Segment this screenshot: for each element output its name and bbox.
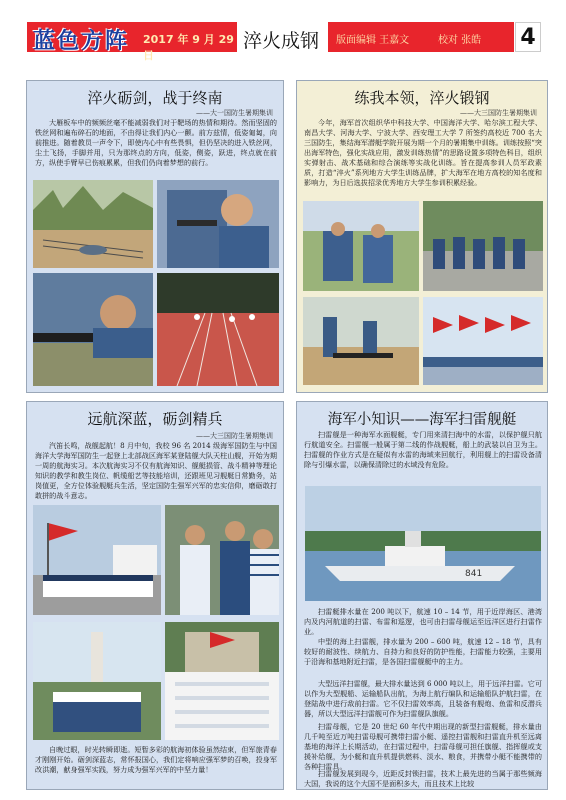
photo-white-uniform-formation	[165, 622, 279, 740]
article-byline: ——大三国防生暑期集训	[196, 432, 273, 440]
photo-sailors-knots	[165, 505, 279, 615]
article-panel-4	[296, 401, 548, 790]
article-title: 远航深蓝，砺剑精兵	[87, 410, 223, 428]
article-byline: ——大三国防生暑期集训	[460, 109, 537, 117]
article-title: 海军小知识——海军扫雷舰艇	[327, 412, 517, 428]
section-title: 淬火成钢	[243, 30, 320, 52]
photo-running-track	[157, 273, 279, 386]
masthead-left	[27, 22, 237, 62]
photo-trainees-grass	[303, 201, 419, 291]
article-title: 练我本领，淬火锻钢	[354, 89, 490, 107]
photo-ship-deck-formation	[33, 505, 161, 615]
article-panel-3	[26, 401, 284, 790]
proofreader: 校对 张皓	[438, 35, 482, 46]
article-paragraph: 扫雷舰发展到现今，近距反封锁扫雷，技术上最先进的当属于那些频海大国，我说的这个大国不是面积多大，而且技术上比较	[304, 769, 542, 788]
article-body: 今年，海军首次组织华中科技大学、中国海洋大学、哈尔滨工程大学、南昌大学、河海大学、宁波大学、西安理工大学 7 所签约高校近 700 名大三国防生，集结海军潜艇学院开展为期一个月的暑期集中训练。训练按照“突出海军特色，强化实战应用，激发训练热情”的思路设置多项特色科目，组织实弹射击、战术基础和综合演练等实战化训练。旨在提高参训人员军政素质，打造“淬火”系列地方大学生训练品牌，扩大海军在地方高校的知名度和影响力，为日后选拔招录优秀地方大学生参训积累经验。	[304, 118, 542, 187]
article-panel-1	[26, 80, 284, 393]
article-paragraph: 大型远洋扫雷舰，最大排水量达到 6 000 吨以上，用于远洋扫雷。它可以作为大型舰船、运输船队出航，为海上航行编队和运输船队护航扫雷，在登陆战中进行敌前扫雷。它不仅扫雷效率高，且装备有舰炮、鱼雷和反潜兵器，所以大型远洋扫雷舰可作为扫雷舰队旗舰。	[304, 679, 542, 718]
masthead-right	[328, 22, 514, 52]
photo-running-formation	[423, 201, 543, 291]
issue-date: 2017 年 9 月 29 日	[143, 33, 234, 62]
page-number: 4	[515, 22, 541, 52]
article-byline: ——大一国防生暑期集训	[196, 109, 273, 117]
svg-text:841: 841	[465, 569, 483, 579]
article-body: 大雁板车中的频频丝毫不能减弱我们对于靶场的热情和期待。然而坚固的铁丝网和遍布碎石的地面，不由得让我们内心一颤。前方兹情，低姿匍匐，向前推进。随着教员一声令下，即使内心中有些畏惧，但仍坚决的进入铁丝网，尘土飞扬，手脚并用，只为那终点的方向，低姿，侧姿，跃进，终点就在前方，纵使手臂早已伤痕累累，但我们仍向着梦想的前行。	[35, 118, 277, 167]
layout-editor: 版面编辑 王嘉文	[336, 35, 410, 46]
photo-barbed-wire-drill	[33, 180, 153, 268]
photo-monument-group	[33, 622, 161, 740]
article-paragraph: 扫雷母舰，它是 20 世纪 60 年代中期出现的新型扫雷舰艇，排水量由几千吨至近万吨扫雷母舰可携带扫雷小艇、遥控扫雷舰和扫雷直升机至远离基地的海洋上长期活动，在扫雷过程中，扫雷母舰可担任旗舰、指挥舰或支援补给舰，为小艇和直升机提供燃料、淡水、粮食，并携带小艇不能携带的各种扫雷具。	[304, 722, 542, 771]
photo-rifle-aiming	[33, 273, 153, 386]
article-paragraph: 扫雷艇排水量在 200 吨以下，航速 10 – 14 节，用于近岸海区、港湾内及内河航道的扫雷、布雷和巡逻，也可由扫雷母舰运至远洋区进行扫雷作业。	[304, 607, 542, 636]
newspaper-brand: 蓝色方阵	[33, 28, 130, 54]
photo-flag-parade	[423, 297, 543, 385]
article-paragraph: 中型的海上扫雷舰，排水量为 200 – 600 吨，航速 12 – 18 节，具有较好的耐波性、续航力、自持力和良好的防护性能，扫雷能力较强，主要用于沿海和基地附近扫雷，是各国扫雷舰艇中的主力。	[304, 637, 542, 666]
article-body: 扫雷舰是一种海军水面舰艇，专门用来清扫海中的水雷，以保护舰只航行航道安全。扫雷舰一般属于第二线的作战舰艇，船上的武装以自卫为主。扫雷舰的作业方式是在疑似有水雷的海域来回航行，利用舰上的扫雷设备清除与引爆水雷，以确保清除过的水域没有危险。	[304, 430, 542, 469]
photo-shooting-range	[303, 297, 419, 385]
photo-trainee-closeup	[157, 180, 279, 268]
article-title: 淬火砺剑，战于终南	[87, 89, 223, 107]
article-closing: 自晚过眼，时光转瞬即逝。短暂多彩的航海初体验虽然结束，但军旅青春才刚刚开始。砺剑深蓝志，常怀报国心，我们定将响应强军梦的召唤，投身军改洪潮，献身强军实践，努力成为强军兴军的中坚力量！	[35, 745, 277, 774]
photo-minesweeper-ship	[305, 486, 541, 601]
article-body: 汽笛长鸣，战舰起航！8 月中旬，我校 96 名 2014 级海军国防生与中国海洋大学海军国防生一起登上北部战区海军某登陆舰大队天柱山舰，开始为期一周的航海实习。本次航海实习不仅有航海知识、舰艇损管、战斗精神等理论知识的教学和教生岗位、帆缆船艺等技能培训，还跟班见习舰艇日常勤务，站岗值更，全方位体验舰艇兵生活，坚定国防生强军兴军的忠实信仰，磨砺敢打敢拼的战斗意志。	[35, 441, 277, 500]
article-panel-2	[296, 80, 548, 393]
